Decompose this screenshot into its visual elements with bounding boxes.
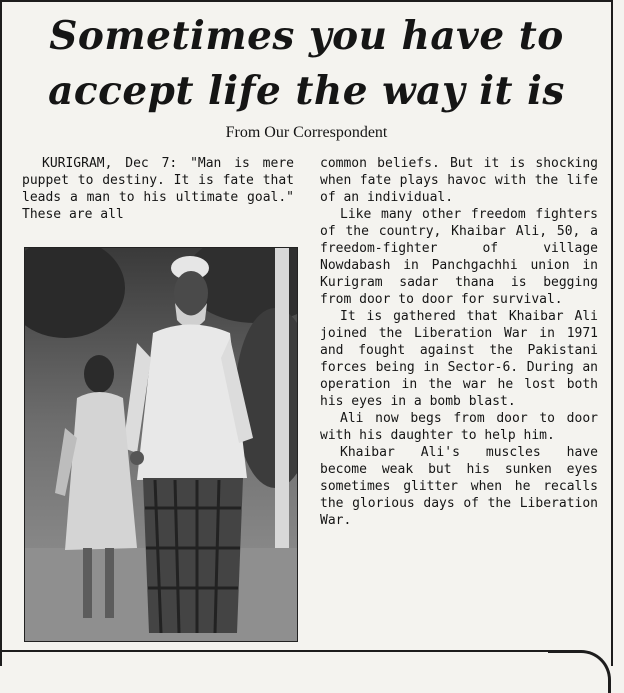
headline-line-2: accept life the way it is (48, 68, 565, 114)
bottom-corner-curve (548, 650, 611, 693)
left-column-paragraph: KURIGRAM, Dec 7: "Man is mere puppet to destiny. It is fate that leads a man to his ultimate goal." These are all (22, 156, 294, 222)
right-column-paragraph-5: Khaibar Ali's muscles have become weak but his sunken eyes sometimes glitter when he recalls the glorious days of the Liberation War. (320, 445, 598, 528)
frame-top-border (0, 0, 613, 2)
left-column (22, 155, 294, 223)
right-column-paragraph-4: Ali now begs from door to door with his daughter to help him. (320, 411, 598, 443)
byline: From Our Correspondent (225, 124, 388, 141)
photo-man-and-daughter (25, 248, 297, 641)
headline-line-1: Sometimes you have to (49, 13, 564, 59)
article-photo (24, 247, 298, 642)
right-column (320, 155, 598, 529)
right-column-paragraph-2: Like many other freedom fighters of the country, Khaibar Ali, 50, a freedom-fighter of village Nowdabash in Panchgachhi union in Kurigram sadar thana is begging from door to door for survival. (320, 207, 598, 307)
bottom-border (0, 650, 560, 652)
right-column-paragraph-1: common beliefs. But it is shocking when fate plays havoc with the life of an individual. (320, 156, 598, 205)
right-column-paragraph-3: It is gathered that Khaibar Ali joined the Liberation War in 1971 and fought against the Pakistani forces being in Sector-6. During an operation in the war he lost both his eyes in a bomb blast. (320, 309, 598, 409)
